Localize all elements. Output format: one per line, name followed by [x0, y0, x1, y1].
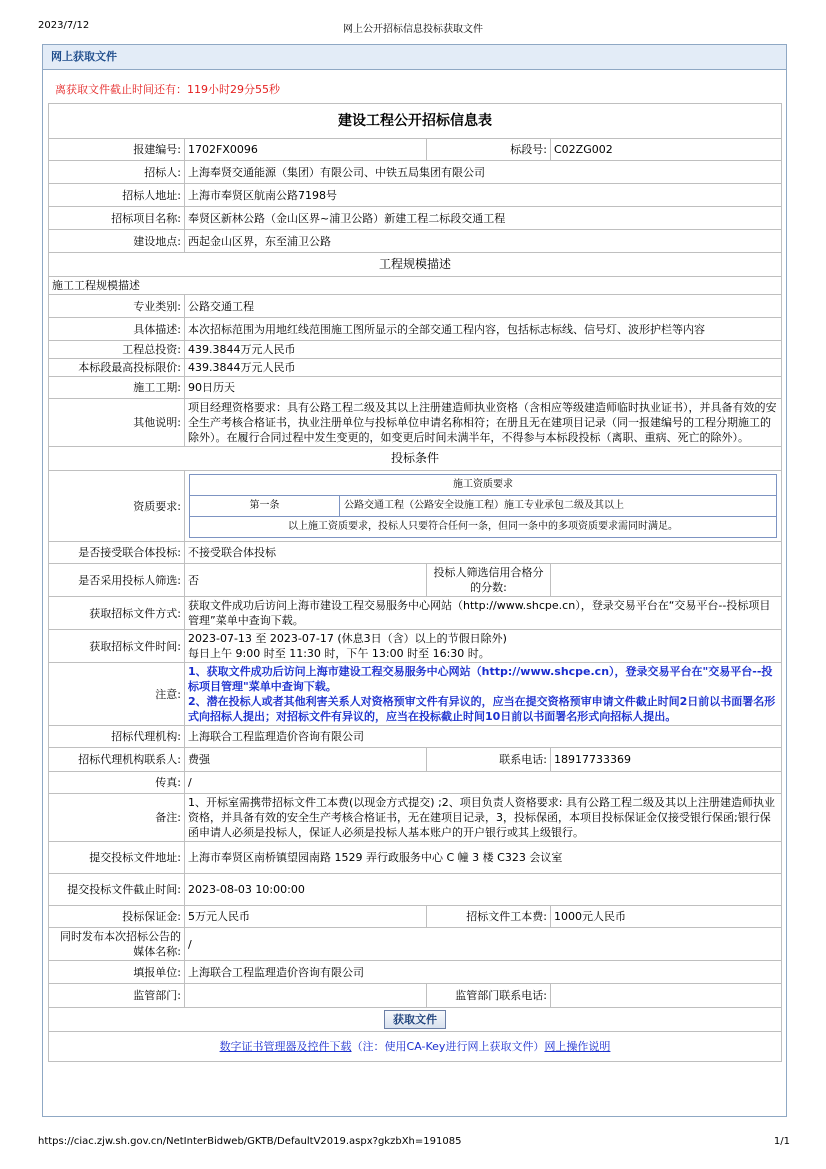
qualification-note: 以上施工资质要求，投标人只要符合任何一条，但同一条中的多项资质要求需同时满足。: [190, 517, 777, 538]
conditions-section-title: 投标条件: [49, 447, 782, 471]
period-label: 施工工期:: [49, 377, 185, 399]
total-investment-label: 工程总投资:: [49, 341, 185, 359]
print-date: 2023/7/12: [38, 20, 90, 31]
qualification-table: [189, 474, 777, 538]
operation-guide-link[interactable]: 网上操作说明: [544, 1040, 611, 1053]
category-label: 专业类别:: [49, 295, 185, 318]
download-panel: [42, 44, 787, 1117]
total-investment-value: 439.3844万元人民币: [185, 341, 782, 359]
screening-label: 是否采用投标人筛选:: [49, 564, 185, 597]
scale-description-label: 施工工程规模描述: [49, 277, 782, 295]
panel-header: 网上获取文件: [43, 45, 786, 70]
qualification-item: 公路交通工程（公路安全设施工程）施工专业承包二级及其以上: [340, 496, 777, 517]
filler-label: 填报单位:: [49, 961, 185, 984]
agency-contact-label: 招标代理机构联系人:: [49, 748, 185, 772]
media-value: /: [185, 928, 782, 961]
obtain-time-label: 获取招标文件时间:: [49, 630, 185, 663]
table-title: 建设工程公开招标信息表: [49, 104, 782, 139]
cert-download-link[interactable]: 数字证书管理器及控件下载: [219, 1040, 352, 1053]
project-name-value: 奉贤区新林公路（金山区界~浦卫公路）新建工程二标段交通工程: [185, 207, 782, 230]
obtain-time-dates: 2023-07-13 至 2023-07-17 (休息3日（含）以上的节假日除外): [188, 632, 507, 645]
consortium-label: 是否接受联合体投标:: [49, 542, 185, 564]
get-file-button[interactable]: 获取文件: [384, 1010, 446, 1029]
supervisor-label: 监管部门:: [49, 984, 185, 1008]
agency-value: 上海联合工程监理造价咨询有限公司: [185, 726, 782, 748]
notice-label: 注意:: [49, 663, 185, 726]
period-value: 90日历天: [185, 377, 782, 399]
media-label: 同时发布本次招标公告的媒体名称:: [49, 928, 185, 961]
notice-value: 1、获取文件成功后访问上海市建设工程交易服务中心网站（http://www.shcpe.cn），登录交易平台在"交易平台--投标项目管理"菜单中查询下载。 2、潜在投标人或者其他利害关系人对资格预审文件有异议的，应当在提交资格预审申请文件截止时间2日前以书面署名形式向招标人提出；对招标文件有异议的，应当在投标截止时间10日前以书面署名形式向招标人提出。: [185, 663, 782, 726]
obtain-method-value: 获取文件成功后访问上海市建设工程交易服务中心网站（http://www.shcpe.cn），登录交易平台在“交易平台--投标项目管理”菜单中查询下载。: [185, 597, 782, 630]
bid-no-label: 报建编号:: [49, 139, 185, 161]
tender-info-table: [48, 103, 782, 1062]
ca-key-note: （注：使用CA-Key进行网上获取文件）: [351, 1040, 545, 1053]
print-url: https://ciac.zjw.sh.gov.cn/NetInterBidweb/GKTB/DefaultV2019.aspx?gkzbXh=191085: [38, 1136, 462, 1147]
credit-score-value: [551, 564, 782, 597]
doc-fee-value: 1000元人民币: [551, 906, 782, 928]
supervisor-phone-value: [551, 984, 782, 1008]
remark-value: 1、开标室需携带招标文件工本费(以现金方式提交) ;2、项目负责人资格要求: 具有公路工程二级及其以上注册建造师执业资格，并具备有效的安全生产考核合格证书，无在建项目记录，3，投标保函，本项目投标保证金仅接受银行保函;银行保函申请人必须是投标人，保证人必须是投标人基本账户的开户银行或其上级银行。: [185, 794, 782, 842]
site-label: 建设地点:: [49, 230, 185, 253]
obtain-method-label: 获取招标文件方式:: [49, 597, 185, 630]
qualification-label: 资质要求:: [49, 471, 185, 542]
deadline-countdown: 离获取文件截止时间还有：119小时29分55秒: [55, 83, 280, 96]
print-page-number: 1/1: [773, 1136, 790, 1147]
section-no-value: C02ZG002: [551, 139, 782, 161]
detail-value: 本次招标范围为用地红线范围施工图所显示的全部交通工程内容，包括标志标线、信号灯、波形护栏等内容: [185, 318, 782, 341]
phone-label: 联系电话:: [427, 748, 551, 772]
phone-value: 18917733369: [551, 748, 782, 772]
print-page-title: 网上公开招标信息投标获取文件: [343, 24, 483, 35]
other-notes-label: 其他说明:: [49, 399, 185, 447]
max-price-label: 本标段最高投标限价:: [49, 359, 185, 377]
filler-value: 上海联合工程监理造价咨询有限公司: [185, 961, 782, 984]
max-price-value: 439.3844万元人民币: [185, 359, 782, 377]
supervisor-phone-label: 监管部门联系电话:: [427, 984, 551, 1008]
scale-section-title: 工程规模描述: [49, 253, 782, 277]
qualification-item-no: 第一条: [190, 496, 340, 517]
site-value: 西起金山区界，东至浦卫公路: [185, 230, 782, 253]
agency-label: 招标代理机构:: [49, 726, 185, 748]
other-notes-value: 项目经理资格要求：具有公路工程二级及其以上注册建造师执业资格（含相应等级建造师临时执业证书），并具备有效的安全生产考核合格证书，执业注册单位与投标单位申请名称相符；在册且无在建项目记录（同一报建编号的工程分期施工的除外）。在履行合同过程中发生变更的，如变更后时间未满半年，不得参与本标段投标（离职、重病、死亡的除外）。: [185, 399, 782, 447]
detail-label: 具体描述:: [49, 318, 185, 341]
submit-deadline-value: 2023-08-03 10:00:00: [185, 874, 782, 906]
agency-contact-value: 费强: [185, 748, 427, 772]
deposit-value: 5万元人民币: [185, 906, 427, 928]
tenderer-address-value: 上海市奉贤区航南公路7198号: [185, 184, 782, 207]
qualification-header: 施工资质要求: [190, 475, 777, 496]
submit-deadline-label: 提交投标文件截止时间:: [49, 874, 185, 906]
tenderer-address-label: 招标人地址:: [49, 184, 185, 207]
tenderer-value: 上海奉贤交通能源（集团）有限公司、中铁五局集团有限公司: [185, 161, 782, 184]
fax-value: /: [185, 772, 782, 794]
bid-no-value: 1702FX0096: [185, 139, 427, 161]
credit-score-label: 投标人筛选信用合格分的分数:: [427, 564, 551, 597]
deposit-label: 投标保证金:: [49, 906, 185, 928]
remark-label: 备注:: [49, 794, 185, 842]
doc-fee-label: 招标文件工本费:: [427, 906, 551, 928]
submit-address-value: 上海市奉贤区南桥镇望园南路 1529 弄行政服务中心 C 幢 3 楼 C323 会议室: [185, 842, 782, 874]
section-no-label: 标段号:: [427, 139, 551, 161]
consortium-value: 不接受联合体投标: [185, 542, 782, 564]
category-value: 公路交通工程: [185, 295, 782, 318]
tenderer-label: 招标人:: [49, 161, 185, 184]
fax-label: 传真:: [49, 772, 185, 794]
obtain-time-hours: 每日上午 9:00 时至 11:30 时，下午 13:00 时至 16:30 时。: [188, 647, 490, 660]
project-name-label: 招标项目名称:: [49, 207, 185, 230]
supervisor-value: [185, 984, 427, 1008]
screening-value: 否: [185, 564, 427, 597]
submit-address-label: 提交投标文件地址:: [49, 842, 185, 874]
